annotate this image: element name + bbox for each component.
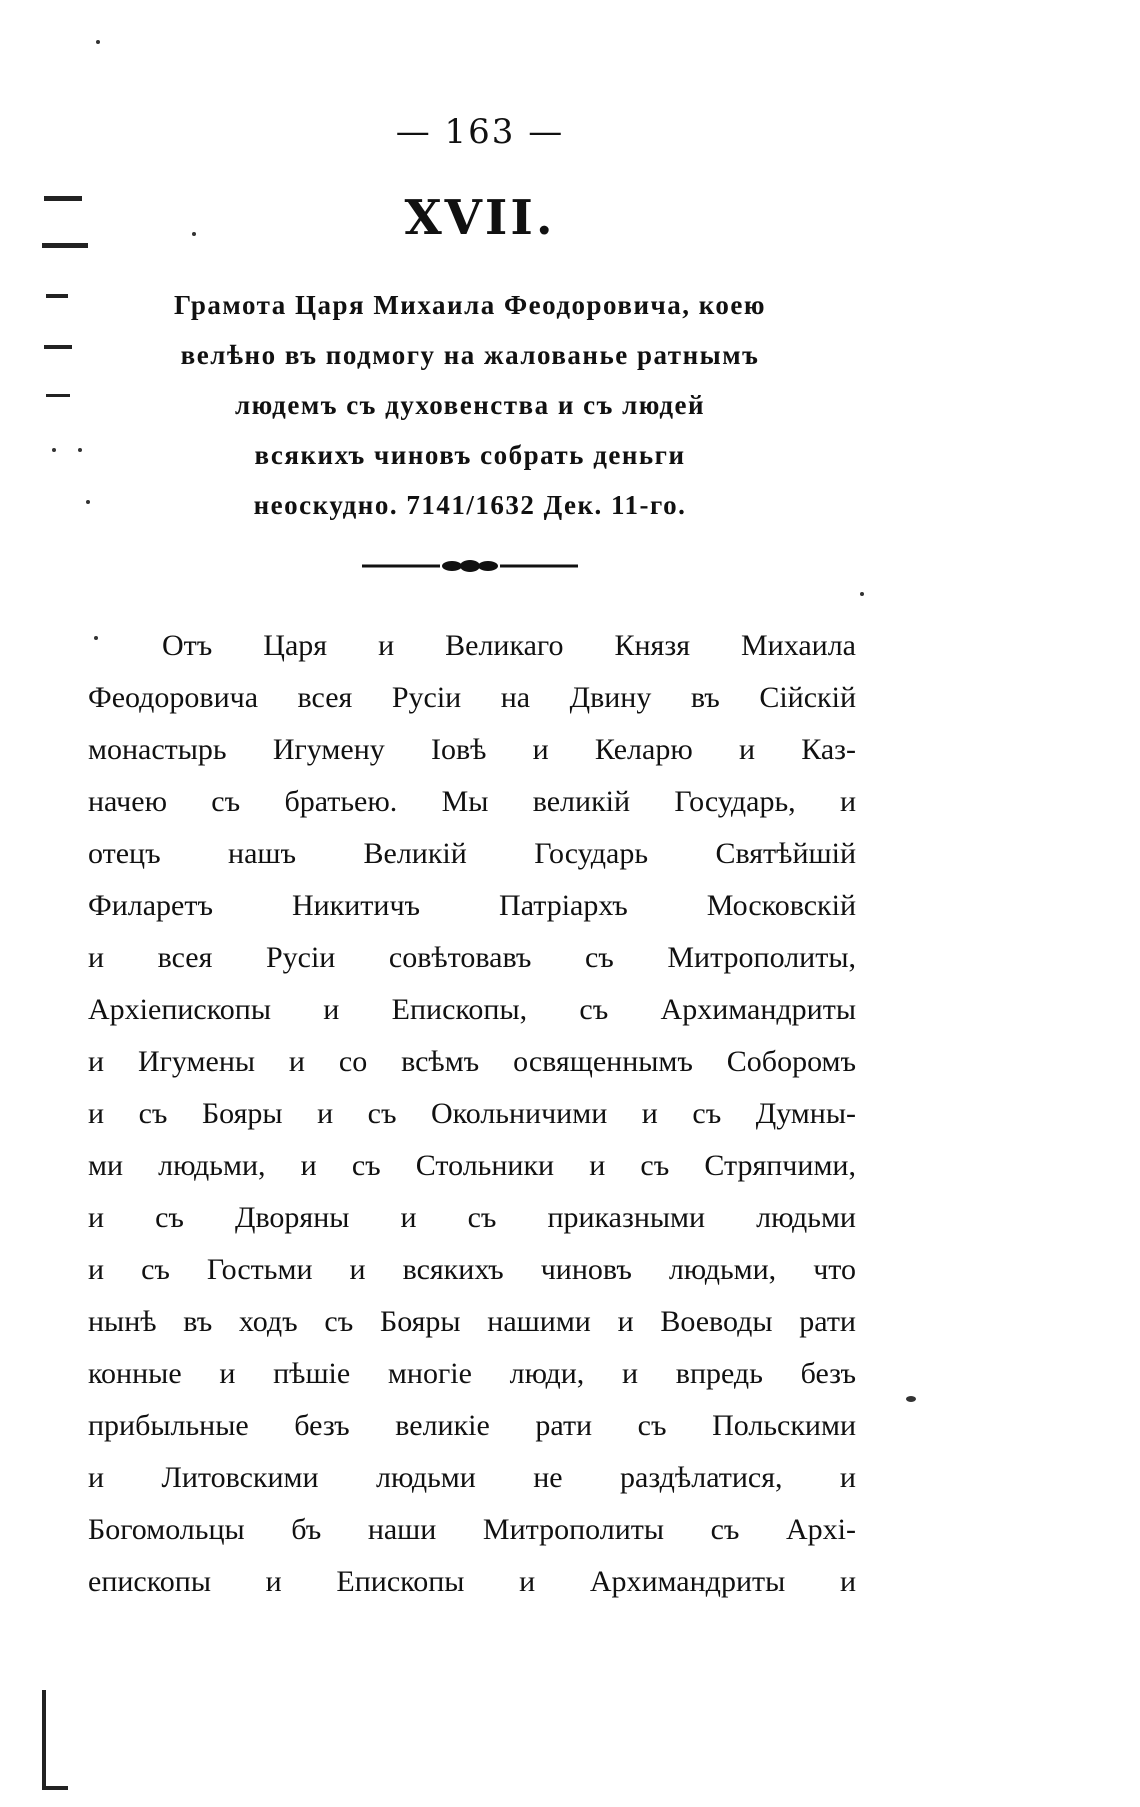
- margin-speck: [94, 636, 98, 640]
- body-line: Отъ Царя и Великаго Князя Михаила: [162, 629, 856, 662]
- body-line: конные и пѣшіе многіе люди, и впредь безъ: [88, 1357, 856, 1390]
- body-line: прибыльные безъ великіе рати съ Польскими: [88, 1409, 856, 1442]
- document-body: [88, 620, 856, 1608]
- document-heading: [70, 280, 870, 530]
- heading-line: неоскудно. 7141/1632 Дек. 11-го.: [253, 490, 687, 520]
- margin-speck: [192, 232, 196, 236]
- margin-speck: [860, 592, 864, 596]
- body-line: Феодоровича всея Русіи на Двину въ Сійскій: [88, 681, 856, 714]
- body-line: Архіепископы и Епископы, съ Архимандриты: [88, 993, 856, 1026]
- page-edge-mark: [42, 1690, 46, 1790]
- margin-speck: [906, 1396, 916, 1402]
- body-line: Филаретъ Никитичъ Патріархъ Московскій: [88, 889, 856, 922]
- body-line: и Игумены и со всѣмъ освященнымъ Соборомъ: [88, 1045, 856, 1078]
- page-number: — 163 —: [395, 112, 565, 152]
- chapter-numeral: XVII.: [404, 190, 556, 246]
- body-line: Богомольцы бъ наши Митрополиты съ Архі-: [88, 1513, 856, 1546]
- ornament-divider: [360, 558, 580, 574]
- page-edge-mark: [42, 1786, 68, 1790]
- margin-speck: [96, 40, 100, 44]
- body-line: нынѣ въ ходъ съ Бояры нашими и Воеводы рати: [88, 1305, 856, 1338]
- margin-mark: [46, 294, 68, 298]
- body-line: и съ Дворяны и съ приказными людьми: [88, 1201, 856, 1234]
- body-line: и Литовскими людьми не раздѣлатися, и: [88, 1461, 856, 1494]
- margin-speck: [78, 448, 82, 452]
- body-line: начею съ братьею. Мы великій Государь, и: [88, 785, 856, 818]
- margin-mark: [44, 345, 72, 349]
- margin-speck: [52, 448, 56, 452]
- body-line: ми людьми, и съ Стольники и съ Стряпчими,: [88, 1149, 856, 1182]
- body-line: епископы и Епископы и Архимандриты и: [88, 1565, 856, 1598]
- body-line: монастырь Игумену Іовѣ и Келарю и Каз-: [88, 733, 856, 766]
- margin-mark: [42, 243, 88, 248]
- margin-mark: [46, 394, 70, 397]
- body-line: и съ Гостьми и всякихъ чиновъ людьми, что: [88, 1253, 856, 1286]
- margin-speck: [86, 500, 90, 504]
- heading-line: Грамота Царя Михаила Феодоровича, коею: [173, 290, 767, 320]
- heading-line: людемъ съ духовенства и съ людей: [234, 390, 706, 420]
- body-line: и всея Русіи совѣтовавъ съ Митрополиты,: [88, 941, 856, 974]
- body-line: и съ Бояры и съ Окольничими и съ Думны-: [88, 1097, 856, 1130]
- margin-mark: [44, 196, 82, 201]
- heading-line: велѣно въ подмогу на жалованье ратнымъ: [180, 340, 760, 370]
- heading-line: всякихъ чиновъ собрать деньги: [254, 440, 686, 470]
- body-line: отецъ нашъ Великій Государь Святѣйшій: [88, 837, 856, 870]
